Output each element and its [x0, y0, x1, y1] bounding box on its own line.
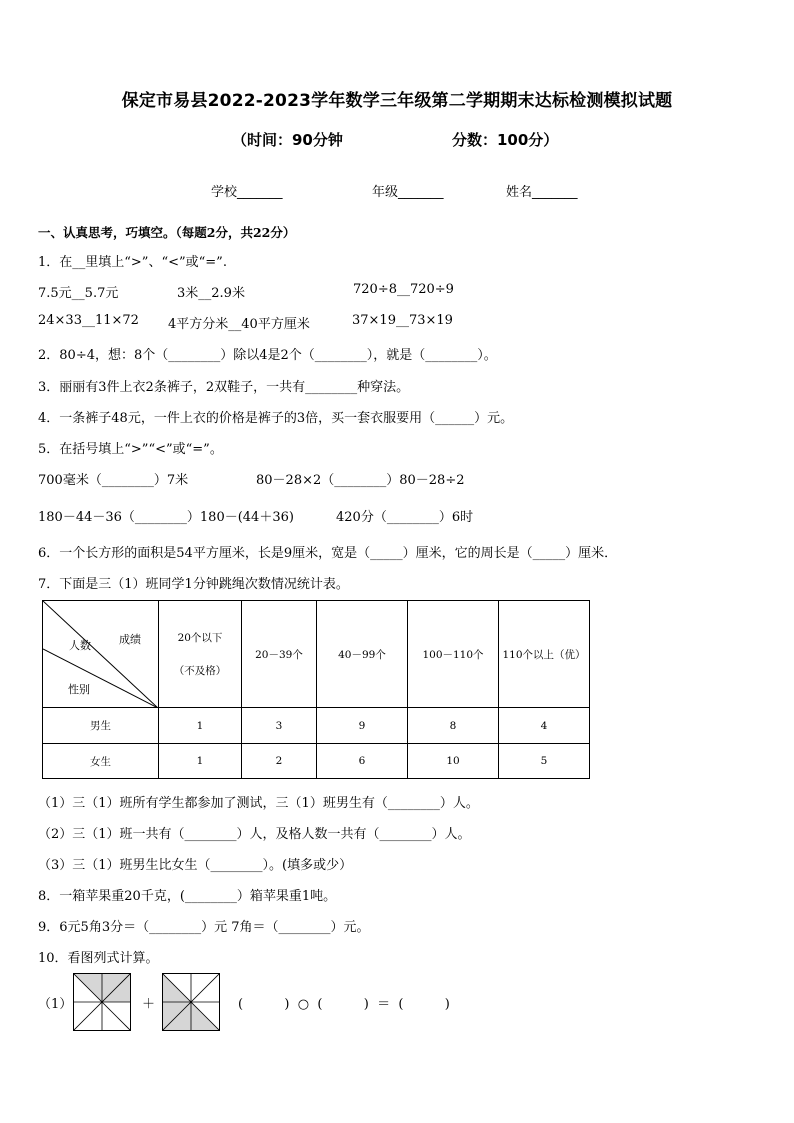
q5-item: 80－28×2（________）80－28÷2 [256, 473, 465, 488]
diagonal-lines [43, 601, 158, 708]
q10-label: （1） [38, 997, 73, 1012]
q1-item: 3米__2.9米 [177, 286, 245, 301]
question-8: 8．一箱苹果重20千克，(________）箱苹果重1吨。 [38, 889, 337, 904]
table-cell: 6 [317, 744, 408, 779]
question-2: 2．80÷4，想：8个（________）除以4是2个（________），就是（________）。 [38, 348, 497, 363]
question-5-stem: 5．在括号填上“>”“<”或“=”。 [38, 442, 223, 457]
plus-sign: ＋ [142, 997, 156, 1012]
header-label: 20个以下 [177, 632, 223, 644]
fraction-square-2 [162, 973, 220, 1031]
q5-item: 700毫米（________）7米 [38, 473, 189, 488]
table-header: 110个以上（优） [499, 601, 590, 708]
question-9: 9．6元5角3分＝（________）元 7角＝（________）元。 [38, 920, 370, 935]
q7-subquestion-3: （3）三（1）班男生比女生（________）。(填多或少） [38, 858, 353, 873]
row-label: 女生 [43, 744, 159, 779]
table-cell: 10 [408, 744, 499, 779]
table-cell: 1 [159, 708, 242, 744]
table-row [43, 708, 590, 744]
table-header: 40－99个 [317, 601, 408, 708]
row-label: 男生 [43, 708, 159, 744]
q1-item: 720÷8__720÷9 [353, 282, 454, 297]
q7-subquestion-1: （1）三（1）班所有学生都参加了测试，三（1）班男生有（________）人。 [38, 796, 479, 811]
table-row [43, 744, 590, 779]
header-note: （不及格） [173, 665, 227, 677]
corner-label-gender: 性别 [68, 683, 90, 696]
name-field: 姓名_______ [506, 185, 578, 200]
question-10-stem: 10．看图列式计算。 [38, 951, 159, 966]
table-cell: 5 [499, 744, 590, 779]
school-field: 学校_______ [211, 185, 283, 200]
table-header: 20－39个 [242, 601, 317, 708]
q5-item: 420分（________）6时 [336, 510, 474, 525]
table-cell: 3 [242, 708, 317, 744]
q1-item: 7.5元__5.7元 [38, 286, 119, 301]
q7-subquestion-2: （2）三（1）班一共有（________）人，及格人数一共有（________）人。 [38, 827, 471, 842]
table-cell: 8 [408, 708, 499, 744]
q5-item: 180－44－36（________）180－(44＋36) [38, 510, 294, 525]
table-corner-cell [43, 601, 159, 708]
table-header [159, 601, 242, 708]
question-3: 3．丽丽有3件上衣2条裤子，2双鞋子，一共有________种穿法。 [38, 380, 410, 395]
corner-label-score: 成绩 [119, 633, 141, 646]
fraction-square-1 [73, 973, 131, 1031]
score-label: 分数：100分） [452, 131, 559, 149]
question-6: 6．一个长方形的面积是54平方厘米，长是9厘米，宽是（_____）厘米，它的周长是（_____）厘米． [38, 546, 618, 561]
q1-item: 4平方分米__40平方厘米 [168, 317, 310, 332]
section-heading: 一、认真思考，巧填空。（每题2分，共22分） [38, 225, 296, 240]
corner-label-count: 人数 [69, 639, 91, 652]
table-cell: 9 [317, 708, 408, 744]
q1-item: 37×19__73×19 [352, 313, 453, 328]
table-cell: 2 [242, 744, 317, 779]
question-7-stem: 7．下面是三（1）班同学1分钟跳绳次数情况统计表。 [38, 577, 349, 592]
table-cell: 1 [159, 744, 242, 779]
table-header: 100－110个 [408, 601, 499, 708]
grade-field: 年级_______ [372, 185, 444, 200]
jump-rope-table [42, 600, 590, 779]
question-1-stem: 1．在__里填上“>”、“<”或“=”. [38, 255, 227, 270]
question-4: 4．一条裤子48元，一件上衣的价格是裤子的3倍，买一套衣服要用（______）元。 [38, 411, 514, 426]
time-label: （时间：90分钟 [232, 131, 343, 149]
page-title: 保定市易县2022-2023学年数学三年级第二学期期末达标检测模拟试题 [121, 91, 673, 111]
q10-formula: ( ) ○ ( ) ＝ ( ) [238, 997, 450, 1012]
q1-item: 24×33__11×72 [38, 313, 139, 328]
table-cell: 4 [499, 708, 590, 744]
